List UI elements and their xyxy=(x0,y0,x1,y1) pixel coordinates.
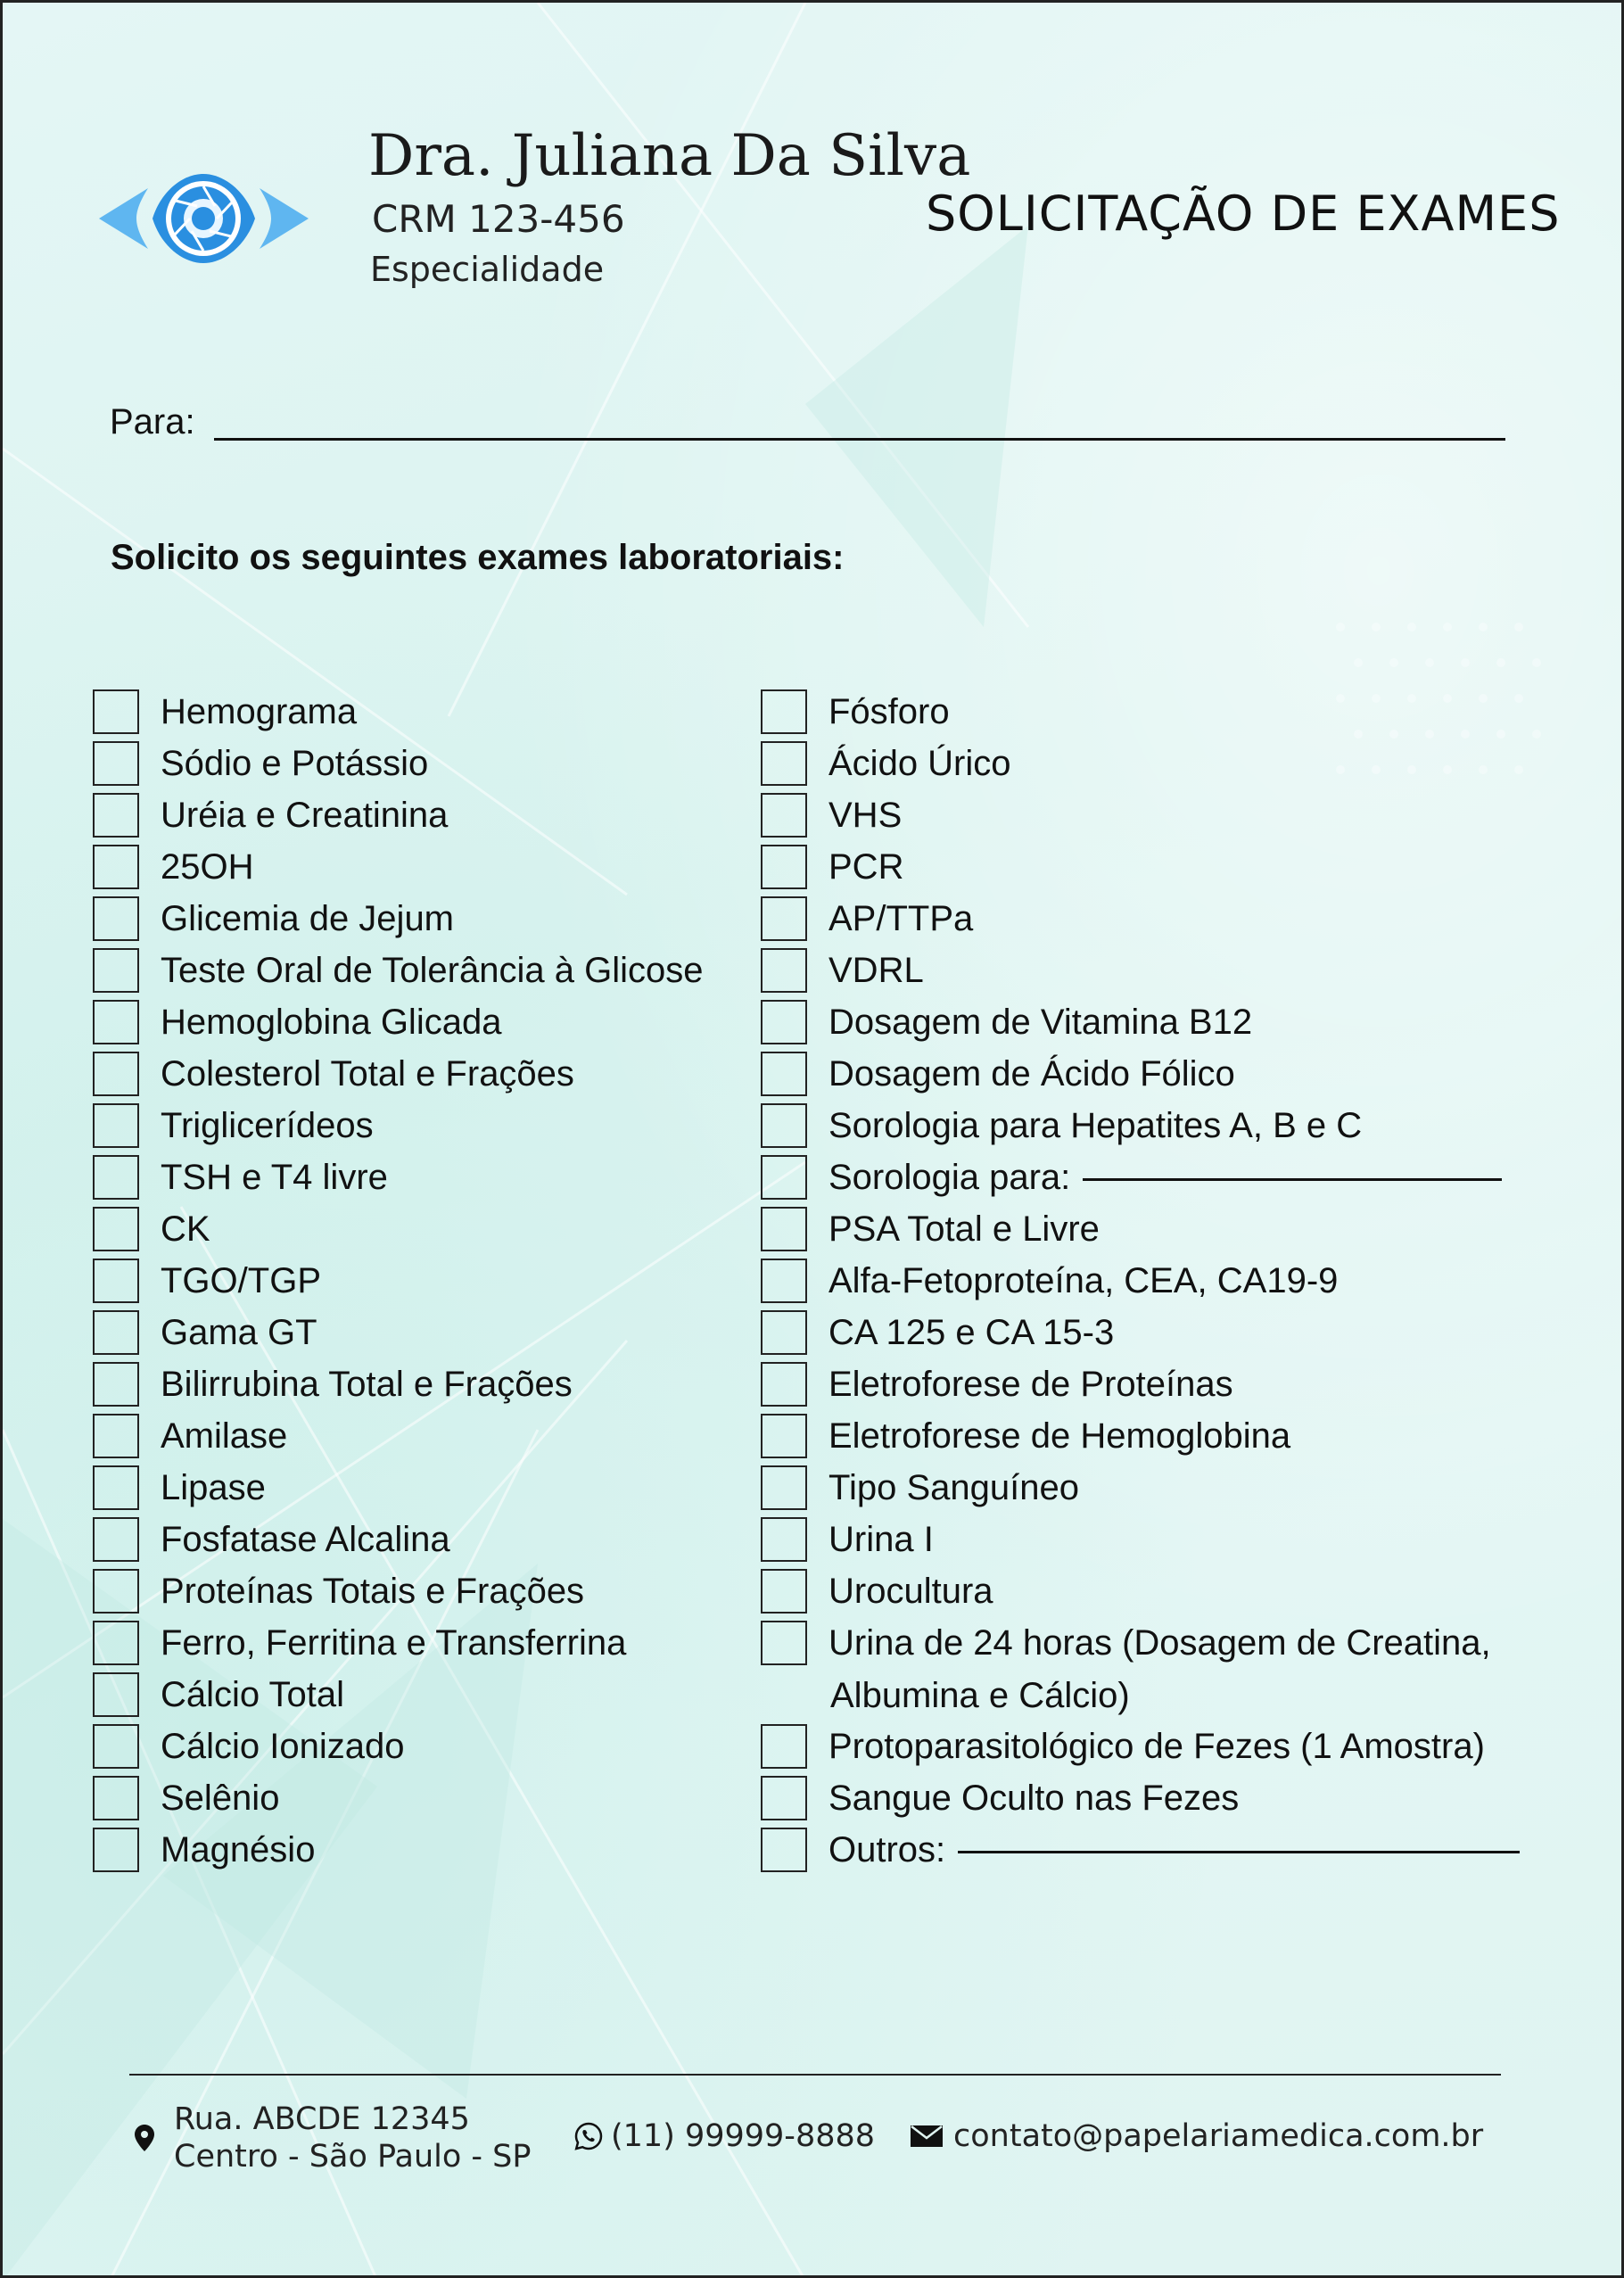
exam-item[interactable] xyxy=(93,842,254,892)
exam-item[interactable] xyxy=(761,945,924,995)
exam-item[interactable] xyxy=(761,1101,1362,1151)
exam-checkbox[interactable] xyxy=(93,1259,139,1303)
exam-item[interactable] xyxy=(761,790,902,840)
exam-label: Eletroforese de Proteínas xyxy=(828,1364,1233,1404)
exam-checkbox[interactable] xyxy=(93,948,139,993)
exam-checkbox[interactable] xyxy=(93,1310,139,1355)
form-title: SOLICITAÇÃO DE EXAMES xyxy=(926,186,1561,242)
exam-item[interactable] xyxy=(761,1204,1100,1254)
exam-item[interactable] xyxy=(761,1308,1114,1358)
exam-label: Bilirrubina Total e Frações xyxy=(161,1364,573,1404)
exam-checkbox[interactable] xyxy=(761,845,807,889)
exam-checkbox[interactable] xyxy=(93,689,139,734)
exam-checkbox[interactable] xyxy=(93,1672,139,1717)
exam-item[interactable] xyxy=(93,1721,405,1771)
exam-checkbox[interactable] xyxy=(761,1052,807,1096)
exam-checkbox[interactable] xyxy=(761,741,807,786)
exam-label: VDRL xyxy=(828,950,924,990)
email-address: contato@papelariamedica.com.br xyxy=(953,2118,1484,2154)
exam-item[interactable] xyxy=(761,1773,1239,1823)
exam-item[interactable] xyxy=(761,1463,1079,1513)
exam-item[interactable] xyxy=(761,1411,1290,1461)
exam-item[interactable] xyxy=(761,894,973,944)
exam-item[interactable] xyxy=(761,1049,1235,1099)
exam-item[interactable] xyxy=(93,687,357,737)
whatsapp-icon xyxy=(573,2121,604,2151)
exam-item[interactable] xyxy=(761,1359,1233,1409)
exam-checkbox[interactable] xyxy=(761,1724,807,1769)
recipient-field[interactable] xyxy=(214,438,1505,441)
exam-checkbox[interactable] xyxy=(93,1155,139,1200)
exam-checkbox[interactable] xyxy=(93,741,139,786)
exam-label: Amilase xyxy=(161,1415,288,1456)
exam-item[interactable] xyxy=(93,1359,573,1409)
exam-checkbox[interactable] xyxy=(761,1362,807,1407)
exam-checkbox[interactable] xyxy=(93,1724,139,1769)
exam-item[interactable] xyxy=(93,790,448,840)
exam-checkbox[interactable] xyxy=(93,1362,139,1407)
exam-label: PSA Total e Livre xyxy=(828,1209,1100,1249)
address-line-1: Rua. ABCDE 12345 xyxy=(174,2101,470,2137)
exam-label: PCR xyxy=(828,846,904,887)
exam-label: Proteínas Totais e Frações xyxy=(161,1571,585,1611)
exam-label: Outros: xyxy=(828,1829,946,1869)
exam-checkbox[interactable] xyxy=(93,1621,139,1665)
exam-label: Selênio xyxy=(161,1778,280,1818)
exam-checkbox[interactable] xyxy=(761,1414,807,1458)
exam-checkbox[interactable] xyxy=(93,1103,139,1148)
exam-label: Protoparasitológico de Fezes (1 Amostra) xyxy=(828,1726,1485,1766)
exam-label: CK xyxy=(161,1209,210,1249)
exam-label: Glicemia de Jejum xyxy=(161,898,455,938)
exam-item[interactable] xyxy=(93,1515,450,1564)
exam-label: Hemograma xyxy=(161,691,358,731)
exam-label: Fosfatase Alcalina xyxy=(161,1519,450,1559)
exam-label: Lipase xyxy=(161,1467,266,1507)
exam-label: CA 125 e CA 15-3 xyxy=(828,1312,1115,1352)
exam-item[interactable] xyxy=(93,1670,344,1720)
exam-label: Alfa-Fetoproteína, CEA, CA19-9 xyxy=(828,1260,1339,1300)
exam-checkbox[interactable] xyxy=(93,1569,139,1614)
exam-item[interactable] xyxy=(93,1411,287,1461)
crm-number: CRM 123-456 xyxy=(372,197,625,241)
exam-checkbox[interactable] xyxy=(761,948,807,993)
exam-checkbox[interactable] xyxy=(761,1000,807,1044)
exam-checkbox[interactable] xyxy=(761,1155,807,1200)
footer-phone xyxy=(573,2117,875,2155)
other-exams-field[interactable] xyxy=(958,1847,1520,1853)
exam-checkbox[interactable] xyxy=(93,1000,139,1044)
exam-label: Gama GT xyxy=(161,1312,317,1352)
exam-label: Uréia e Creatinina xyxy=(161,795,449,835)
exam-item[interactable] xyxy=(93,1773,279,1823)
intro-text: Solicito os seguintes exames laboratoriais: xyxy=(111,538,845,577)
exam-checkbox[interactable] xyxy=(761,1259,807,1303)
sorologia-field[interactable] xyxy=(1083,1175,1502,1181)
exam-checkbox[interactable] xyxy=(93,1517,139,1562)
exam-item[interactable] xyxy=(761,842,903,892)
exam-label: Triglicerídeos xyxy=(161,1105,374,1145)
envelope-icon xyxy=(911,2125,943,2147)
exam-label: Sorologia para: xyxy=(828,1157,1071,1197)
exam-item[interactable] xyxy=(93,1152,388,1202)
exam-item[interactable] xyxy=(761,1515,934,1564)
exam-checkbox[interactable] xyxy=(93,896,139,941)
exam-label: Urina de 24 horas (Dosagem de Creatina, xyxy=(828,1622,1491,1663)
exam-label: Sódio e Potássio xyxy=(161,743,429,783)
phone-number: (11) 99999-8888 xyxy=(611,2118,876,2154)
exam-item[interactable] xyxy=(93,1463,266,1513)
exam-checkbox[interactable] xyxy=(93,1776,139,1820)
exam-item[interactable] xyxy=(93,1308,317,1358)
exam-checkbox[interactable] xyxy=(93,1052,139,1096)
exam-item[interactable] xyxy=(761,1825,1520,1875)
address-line-2: Centro - São Paulo - SP xyxy=(174,2139,532,2175)
exam-label: Sorologia para Hepatites A, B e C xyxy=(828,1105,1363,1145)
exam-item[interactable] xyxy=(761,687,950,737)
exam-item[interactable] xyxy=(93,1204,210,1254)
specialty: Especialidade xyxy=(370,250,605,289)
exam-label: VHS xyxy=(828,795,903,835)
exam-item[interactable] xyxy=(93,1566,584,1616)
exam-label: 25OH xyxy=(161,846,254,887)
exam-label: Fósforo xyxy=(828,691,950,731)
exam-item[interactable] xyxy=(93,1618,626,1668)
exam-label: Cálcio Ionizado xyxy=(161,1726,405,1766)
exam-label: Ácido Úrico xyxy=(828,743,1011,783)
exam-checkbox[interactable] xyxy=(761,1517,807,1562)
exam-item[interactable] xyxy=(93,894,454,944)
exam-checkbox[interactable] xyxy=(761,689,807,734)
exam-checkbox[interactable] xyxy=(93,793,139,838)
exam-checkbox[interactable] xyxy=(761,793,807,838)
footer-address xyxy=(135,2101,532,2175)
exam-checkbox[interactable] xyxy=(761,896,807,941)
exam-label: Eletroforese de Hemoglobina xyxy=(828,1415,1291,1456)
exam-label: Cálcio Total xyxy=(161,1674,345,1714)
exam-item[interactable] xyxy=(93,1101,374,1151)
exam-item[interactable] xyxy=(761,1618,1491,1668)
exam-item[interactable] xyxy=(761,1152,1502,1202)
exam-item[interactable] xyxy=(761,1721,1485,1771)
exam-checkbox[interactable] xyxy=(761,1621,807,1665)
doctor-name: Dra. Juliana Da Silva xyxy=(368,123,971,189)
exam-label: Teste Oral de Tolerância à Glicose xyxy=(161,950,704,990)
exam-item[interactable] xyxy=(761,1256,1338,1306)
exam-label: Hemoglobina Glicada xyxy=(161,1002,502,1042)
exam-label: TSH e T4 livre xyxy=(161,1157,388,1197)
exam-label: AP/TTPa xyxy=(828,898,974,938)
exam-checkbox[interactable] xyxy=(761,1569,807,1614)
exam-item[interactable] xyxy=(93,1825,315,1875)
footer-divider xyxy=(129,2074,1501,2076)
exam-checkbox[interactable] xyxy=(761,1465,807,1510)
exam-item[interactable] xyxy=(93,1256,321,1306)
recipient-label: Para: xyxy=(110,402,195,442)
exam-item[interactable] xyxy=(93,1049,574,1099)
exam-label-continuation: Albumina e Cálcio) xyxy=(830,1676,1130,1715)
exam-item[interactable] xyxy=(93,739,428,788)
exam-checkbox[interactable] xyxy=(93,845,139,889)
exam-checkbox[interactable] xyxy=(761,1207,807,1251)
exam-label: Urina I xyxy=(828,1519,934,1559)
exam-item[interactable] xyxy=(761,1566,993,1616)
exam-label: Colesterol Total e Frações xyxy=(161,1053,574,1094)
exam-checkbox[interactable] xyxy=(761,1776,807,1820)
exam-label: Magnésio xyxy=(161,1829,316,1869)
exam-label: TGO/TGP xyxy=(161,1260,321,1300)
exam-checkbox[interactable] xyxy=(761,1828,807,1872)
exam-label: Tipo Sanguíneo xyxy=(828,1467,1079,1507)
exam-label: Dosagem de Vitamina B12 xyxy=(828,1002,1253,1042)
exam-checkbox[interactable] xyxy=(93,1414,139,1458)
exam-checkbox[interactable] xyxy=(93,1207,139,1251)
exam-item[interactable] xyxy=(761,739,1011,788)
location-pin-icon xyxy=(135,2125,154,2151)
exam-checkbox[interactable] xyxy=(761,1310,807,1355)
exam-checkbox[interactable] xyxy=(93,1828,139,1872)
exam-label: Sangue Oculto nas Fezes xyxy=(828,1778,1240,1818)
footer-email xyxy=(911,2117,1483,2155)
exam-item[interactable] xyxy=(93,997,501,1047)
exam-checkbox[interactable] xyxy=(761,1103,807,1148)
exam-checkbox[interactable] xyxy=(93,1465,139,1510)
exam-item[interactable] xyxy=(93,945,703,995)
eye-logo-icon xyxy=(99,163,309,275)
exam-label: Ferro, Ferritina e Transferrina xyxy=(161,1622,627,1663)
exam-item[interactable] xyxy=(761,997,1252,1047)
exam-label: Dosagem de Ácido Fólico xyxy=(828,1053,1235,1094)
exam-label: Urocultura xyxy=(828,1571,993,1611)
